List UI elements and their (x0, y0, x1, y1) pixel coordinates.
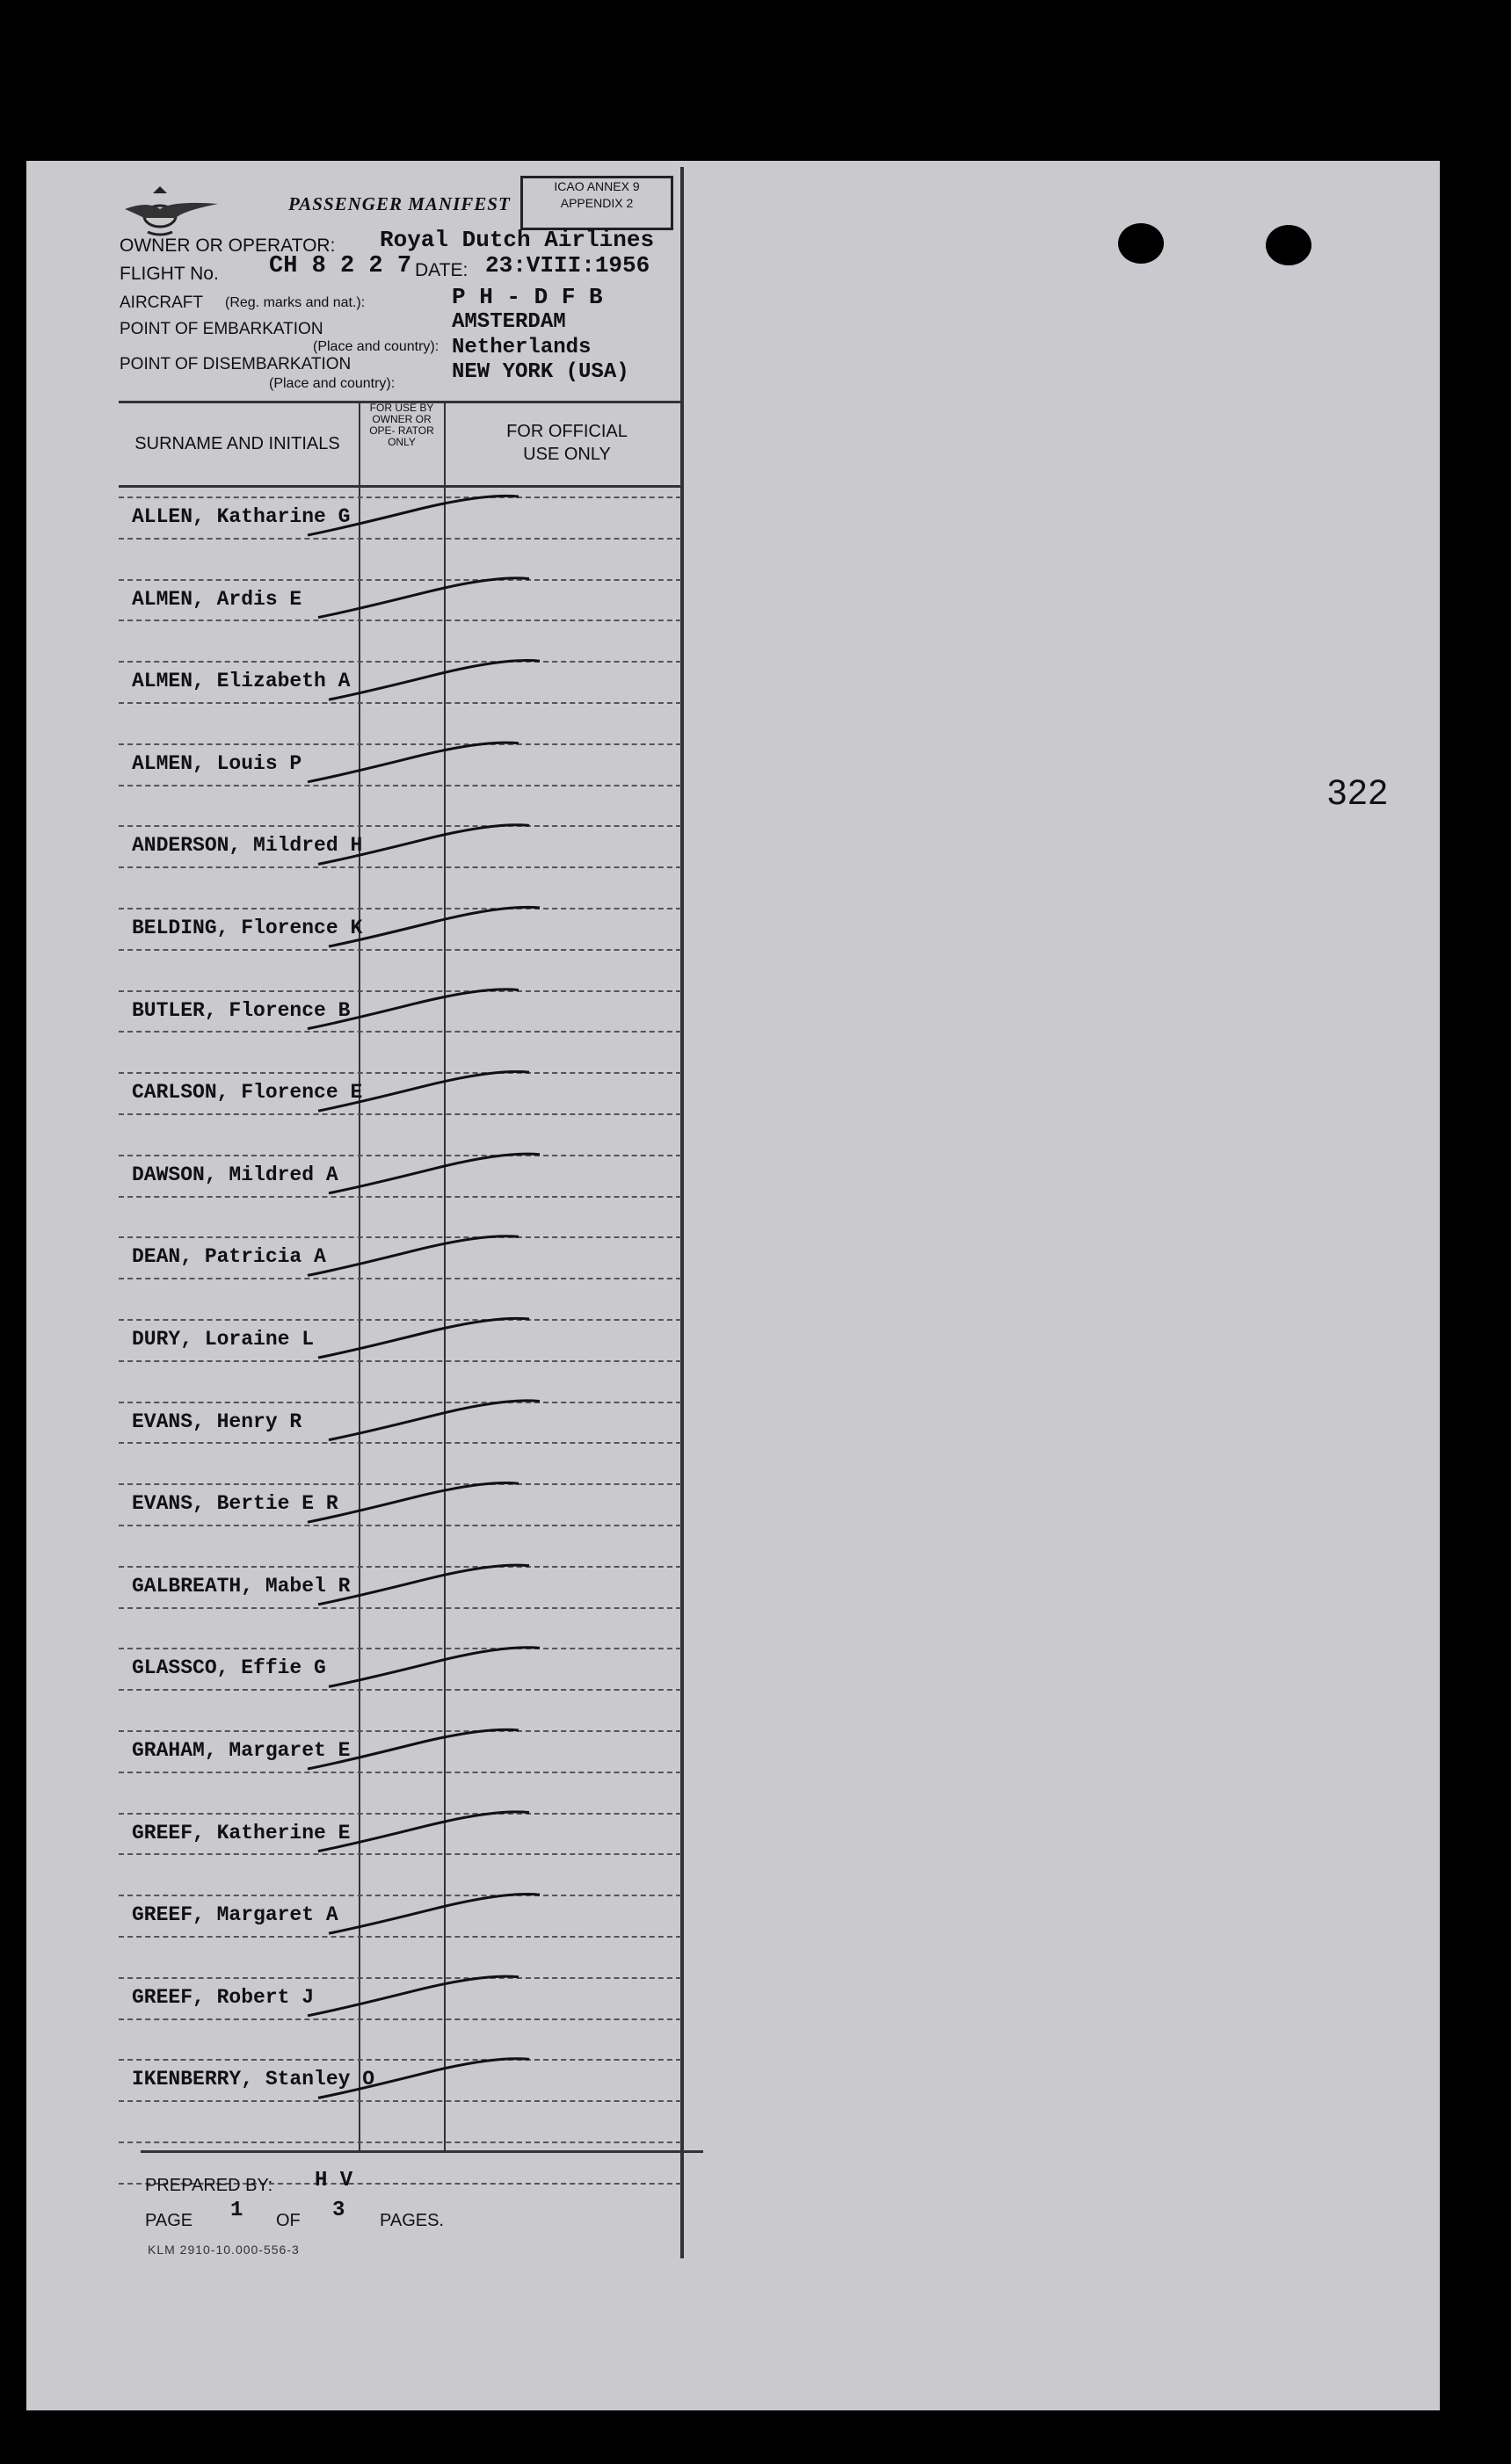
disembarkation-value: NEW YORK (USA) (452, 360, 629, 384)
official-use-column-header: FOR OFFICIAL USE ONLY (506, 422, 628, 464)
column-divider-1 (359, 402, 360, 2151)
operator-value: Royal Dutch Airlines (380, 227, 655, 253)
operator-label: OWNER OR OPERATOR: (120, 236, 336, 256)
disembarkation-label: POINT OF DISEMBARKATION (120, 355, 352, 373)
date-value: 23:VIII:1956 (485, 252, 650, 279)
table-bottom-rule (141, 2150, 703, 2153)
stamped-page-number: 322 (1327, 773, 1389, 812)
passenger-name: GALBREATH, Mabel R (132, 1574, 351, 1598)
row-rule (119, 2142, 681, 2143)
list-item (132, 917, 362, 952)
embarkation-country: Netherlands (452, 336, 592, 359)
row-rule (119, 1895, 681, 1896)
of-value: 3 (332, 2199, 345, 2222)
list-item (132, 588, 301, 623)
aircraft-value: P H - D F B (452, 284, 603, 310)
form-title: PASSENGER MANIFEST (288, 193, 511, 214)
passenger-name: EVANS, Bertie E R (132, 1492, 338, 1516)
passenger-name: DAWSON, Mildred A (132, 1163, 338, 1186)
column-divider-2 (444, 402, 446, 2151)
column-head-rule (119, 485, 681, 488)
row-rule (119, 1813, 681, 1815)
row-rule (119, 1648, 681, 1649)
of-label: OF (276, 2211, 301, 2230)
passenger-name: GREEF, Katherine E (132, 1821, 351, 1844)
passenger-name: BELDING, Florence K (132, 917, 363, 939)
list-item (132, 1739, 350, 1774)
row-rule (119, 1566, 681, 1568)
annex-box (520, 176, 673, 230)
list-item (132, 999, 350, 1034)
page-value: 1 (230, 2199, 243, 2222)
list-item (132, 2068, 374, 2103)
row-rule (119, 1155, 681, 1156)
row-rule (119, 1319, 681, 1321)
list-item (132, 505, 350, 540)
prepared-by-label: PREPARED BY: (145, 2176, 273, 2195)
passenger-name: ANDERSON, Mildred H (132, 834, 363, 858)
flight-label: FLIGHT No. (120, 264, 219, 284)
list-item (132, 1081, 362, 1116)
embarkation-label: POINT OF EMBARKATION (120, 320, 323, 338)
passenger-name: ALLEN, Katharine G (132, 505, 351, 528)
surname-column-header: SURNAME AND INITIALS (134, 434, 340, 453)
annex-line-1: ICAO ANNEX 9 (554, 179, 640, 193)
disembarkation-place-label: (Place and country): (269, 376, 396, 391)
list-item (132, 1822, 350, 1857)
row-rule (119, 1977, 681, 1979)
aircraft-label: AIRCRAFT (120, 294, 203, 312)
owner-use-column-header: FOR USE BY OWNER OR OPE- RATOR ONLY (369, 402, 434, 448)
list-item (132, 1492, 338, 1527)
klm-logo-icon (121, 183, 236, 243)
punch-hole (1266, 225, 1311, 265)
row-rule (119, 496, 681, 498)
passenger-name: GRAHAM, Margaret E (132, 1739, 351, 1762)
row-rule (119, 1402, 681, 1403)
right-border-line (680, 167, 684, 2258)
page-label: PAGE (145, 2211, 193, 2230)
passenger-name: GREEF, Robert J (132, 1985, 315, 2009)
row-rule (119, 1236, 681, 1238)
row-rule (119, 990, 681, 992)
list-item (132, 1903, 338, 1939)
list-item (132, 1328, 314, 1363)
list-item (132, 834, 362, 869)
list-item (132, 1163, 338, 1199)
embarkation-value: AMSTERDAM (452, 310, 566, 334)
passenger-name: EVANS, Henry R (132, 1410, 302, 1433)
row-rule (119, 825, 681, 827)
passenger-name: GLASSCO, Effie G (132, 1656, 326, 1680)
list-item (132, 1986, 314, 2021)
prepared-by-value: H V (315, 2169, 353, 2192)
list-item (132, 1575, 350, 1610)
row-rule (119, 1072, 681, 1074)
form-number: KLM 2910-10.000-556-3 (148, 2243, 300, 2257)
passenger-name: CARLSON, Florence E (132, 1081, 363, 1105)
annex-line-2: APPENDIX 2 (560, 196, 634, 210)
list-item (132, 1410, 301, 1446)
row-rule (119, 661, 681, 663)
list-item (132, 752, 301, 787)
aircraft-sub-label: (Reg. marks and nat.): (225, 295, 366, 310)
passenger-name: ALMEN, Elizabeth A (132, 670, 351, 693)
list-item (132, 1656, 326, 1692)
passenger-name: DEAN, Patricia A (132, 1245, 326, 1269)
passenger-name: IKENBERRY, Stanley O (132, 2068, 375, 2091)
passenger-name: DURY, Loraine L (132, 1328, 315, 1351)
flight-value: CH 8 2 2 7 (269, 253, 412, 279)
row-rule (119, 1730, 681, 1732)
passenger-name: GREEF, Margaret A (132, 1903, 338, 1927)
passenger-name: ALMEN, Ardis E (132, 587, 302, 611)
list-item (132, 670, 350, 705)
row-rule (119, 579, 681, 581)
passenger-name: ALMEN, Louis P (132, 751, 302, 775)
date-label: DATE: (415, 260, 469, 280)
embarkation-place-label: (Place and country): (313, 339, 439, 354)
pages-label: PAGES. (380, 2211, 444, 2230)
passenger-name: BUTLER, Florence B (132, 998, 351, 1022)
row-rule (119, 1483, 681, 1485)
row-rule (119, 908, 681, 910)
row-rule (119, 2059, 681, 2061)
punch-hole (1118, 223, 1164, 264)
row-rule (119, 743, 681, 745)
list-item (132, 1245, 326, 1280)
